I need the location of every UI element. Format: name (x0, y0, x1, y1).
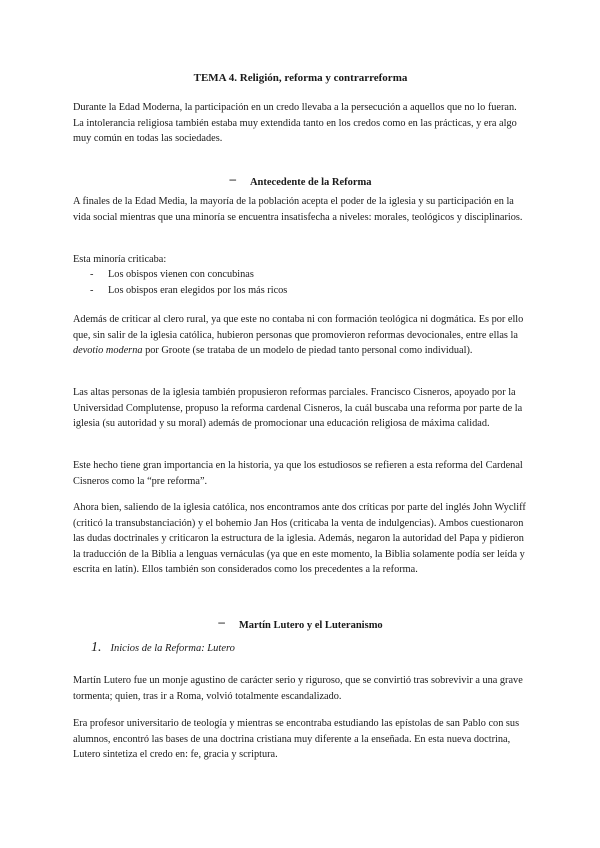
italic-term: devotio moderna (73, 345, 143, 357)
subheading-text: Inicios de la Reforma: Lutero (110, 643, 235, 654)
section-heading-antecedente (73, 171, 528, 190)
document-title: TEMA 4. Religión, reforma y contrarreforma (193, 72, 408, 84)
dash-bullet: - (90, 269, 94, 280)
paragraph-antecedente-4: Este hecho tiene gran importancia en la historia, ya que los estudiosos se refieren a esta reforma del Cardenal Cisneros como la “pre reforma”. (73, 460, 523, 487)
list-item-text: Los obispos eran elegidos por los más ricos (108, 284, 288, 296)
paragraph-lutero-2: Era profesor universitario de teología y mientras se encontraba estudiando las epístolas de san Pablo con sus alumnos, encontró las bases de una doctrina cristiana muy diferente a la enseñada. En esta nueva doctrina, Lutero sintetiza el credo en: fe, gracia y scriptura. (73, 718, 520, 761)
paragraph-antecedente-1: A finales de la Edad Media, la mayoría de la población acepta el poder de la iglesia y su participación en la vida social mientras que una minoría se encuentra insatisfecha a niveles: morales, teológicos y disciplinarios. (73, 196, 523, 223)
section-heading-text: Antecedente de la Reforma (249, 177, 372, 188)
section-heading-lutero (73, 614, 528, 633)
list-item (90, 283, 520, 299)
subheading-inicios (91, 641, 235, 656)
dash-bullet: – (218, 614, 225, 629)
paragraph-text: Además de criticar al clero rural, ya que este no contaba ni con formación teológica ni dogmática. Es por ello que, sin salir de la iglesia católica, hubieron personas que promovieron reformas devocionales, entre ellas la (73, 314, 524, 341)
paragraph-antecedente-2 (73, 312, 528, 359)
paragraph-antecedente-3: Las altas personas de la iglesia también propusieron reformas parciales. Francisco Cisneros, apoyado por la Universidad Complutense, propuso la reforma cardenal Cisneros, la cuál buscaba una reforma por parte de la iglesia (su autoridad y su moral) además de promocionar una educación religiosa de máxima calidad. (73, 387, 523, 430)
list-item (90, 267, 520, 283)
paragraph-antecedente-5: Ahora bien, saliendo de la iglesia católica, nos encontramos ante dos críticas por parte del inglés John Wycliff (criticó la transubstanciación) y el bohemio Jan Hos (criticaba la venta de indulgencias). Ambos cuestionaron las dudas doctrinales y criticaron la estructura de la iglesia. Además, negaron la autoridad del Papa y pidieron la traducción de la Biblia a lenguas vernáculas (ya que en este momento, la Biblia solamente podía ser leída y escrita en latín). Ellos también son considerados como los precedentes a la reforma. (73, 502, 526, 576)
section-heading-text: Martín Lutero y el Luteranismo (238, 620, 383, 631)
list-intro: Esta minoría criticaba: (73, 254, 167, 265)
dash-bullet: - (90, 284, 94, 296)
dash-bullet: – (229, 171, 236, 186)
paragraph-text: por Groote (se trataba de un modelo de piedad tanto personal como individual). (142, 345, 473, 357)
list-item-text: Los obispos vienen con concubinas (108, 269, 254, 280)
subheading-number: 1. (91, 640, 102, 655)
intro-paragraph: Durante la Edad Moderna, la participación en un credo llevaba a la persecución a aquellos que no lo fueran. La intolerancia religiosa también estaba muy extendida tanto en los credos como en las prácticas, y era algo muy común en todas las sociedades. (73, 102, 517, 145)
critique-list (90, 267, 520, 298)
paragraph-lutero-1: Martín Lutero fue un monje agustino de carácter serio y riguroso, que se convirtió tras sobrevivir a una grave tormenta; quien, tras ir a Roma, volvió totalmente escandalizado. (73, 675, 523, 702)
